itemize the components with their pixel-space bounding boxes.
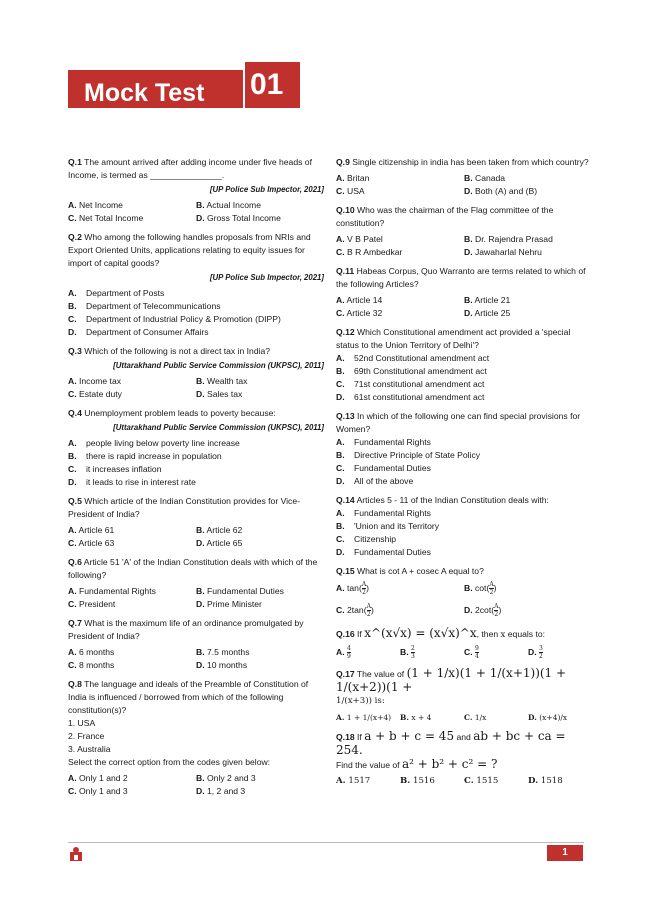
option-b[interactable]: B. Wealth tax	[196, 376, 248, 386]
option-b[interactable]: B. Dr. Rajendra Prasad	[464, 234, 553, 244]
question-15	[336, 565, 592, 621]
question-12	[336, 326, 592, 404]
question-label: Q.3	[68, 346, 82, 356]
option-d[interactable]: D. Sales tax	[196, 389, 243, 399]
question-label: Q.12	[336, 327, 355, 337]
question-text: In which of the following one can find special provisions for Women?	[336, 411, 581, 434]
question-6	[68, 556, 324, 611]
option-d[interactable]: D. Article 65	[196, 538, 243, 548]
question-label: Q.17	[336, 669, 355, 679]
equation: a² + b² + c² = ?	[401, 757, 498, 771]
option-a[interactable]: A. Net Income	[68, 200, 123, 210]
question-label: Q.8	[68, 679, 82, 689]
question-source: [UP Police Sub Impector, 2021]	[209, 273, 324, 282]
option-a[interactable]: A. Income tax	[68, 376, 122, 386]
option-b[interactable]: B. 1516	[400, 776, 435, 786]
option-b[interactable]: B. cot( $\frac{A}{2}$ )	[464, 581, 497, 596]
option-d[interactable]: D. $\frac{3}{2}$	[528, 645, 543, 660]
question-label: Q.11	[336, 266, 355, 276]
option-a[interactable]: A. 6 months	[68, 647, 115, 657]
option-c[interactable]: C. 8 months	[68, 660, 115, 670]
question-text: Who among the following handles proposals from NRIs and Export Oriented Units, applications relating to equity issues for import of capital goods?	[68, 232, 311, 268]
options	[68, 199, 324, 225]
question-label: Q.5	[68, 496, 82, 506]
question-source: [UP Police Sub Impector, 2021]	[209, 185, 324, 194]
option-a[interactable]: A. Only 1 and 2	[68, 773, 128, 783]
option-d[interactable]: D. Gross Total Income	[196, 213, 281, 223]
expression: (1 + 1/x)(1 + 1/(x+1))(1 + 1/(x+2))(1 +	[336, 666, 567, 694]
option-a[interactable]: A. $\frac{4}{9}$	[336, 645, 351, 660]
option-d[interactable]: D. 1518	[528, 776, 563, 786]
option-d[interactable]: D. 1, 2 and 3	[196, 786, 246, 796]
option-b[interactable]: B. Article 62	[196, 525, 243, 535]
question-text: The amount arrived after adding income under five heads of Income, is termed as _______________.	[68, 157, 312, 180]
option-b[interactable]: B. Actual Income	[196, 200, 261, 210]
list-item: 2. France	[68, 731, 105, 741]
question-source: [Uttarakhand Public Service Commission (UKPSC), 2011]	[113, 423, 324, 432]
option-b[interactable]: B. Directive Principle of State Policy	[336, 450, 481, 460]
question-text: Single citizenship in india has been taken from which country?	[352, 157, 589, 167]
option-c[interactable]: C. $\frac{9}{4}$	[464, 645, 479, 660]
option-a[interactable]: A. 1517	[336, 776, 371, 786]
expression-continued: 1/(x+3)) is:	[336, 696, 385, 706]
option-b[interactable]: B. x + 4	[400, 713, 432, 722]
option-d[interactable]: D. Article 25	[464, 308, 511, 318]
banner-title-block	[68, 70, 243, 108]
question-18: Q.18 If a + b + c = 45 and ab + bc + ca = 254. Find the value of a² + b² + c² = ? A. 1517 B. 1516 C. 1515 D. 1518	[336, 730, 592, 788]
option-c[interactable]: C. Net Total Income	[68, 213, 144, 223]
option-c[interactable]: C. Fundamental Duties	[336, 463, 431, 473]
option-c[interactable]: C. Article 63	[68, 538, 115, 548]
option-a[interactable]: A. tan( $\frac{A}{2}$ )	[336, 581, 370, 596]
options	[336, 233, 592, 259]
question-label: Q.9	[336, 157, 350, 167]
option-a[interactable]: A. V B Patel	[336, 234, 383, 244]
question-label: Q.6	[68, 557, 82, 567]
option-b[interactable]: B. Only 2 and 3	[196, 773, 256, 783]
left-column	[68, 156, 324, 804]
question-11	[336, 265, 592, 320]
list-item: 1. USA	[68, 718, 96, 728]
options	[68, 772, 324, 798]
options	[336, 507, 592, 559]
page-number: 1	[547, 845, 583, 861]
options	[68, 585, 324, 611]
question-instruction: Select the correct option from the codes given below:	[68, 757, 271, 767]
question-label: Q.14	[336, 495, 355, 505]
question-5	[68, 495, 324, 550]
question-text: The language and ideals of the Preamble of Constitution of India is influenced / borrowed from which of the following constitution(s)?	[68, 679, 309, 715]
equation: a + b + c = 45	[364, 729, 455, 743]
option-c[interactable]: C. 1/x	[464, 713, 487, 722]
question-label: Q.2	[68, 232, 82, 242]
option-b[interactable]: B. Department of Telecommunications	[68, 301, 221, 311]
option-d[interactable]: D. 10 months	[196, 660, 248, 670]
option-b[interactable]: B. 69th Constitutional amendment act	[336, 366, 487, 376]
options	[336, 775, 592, 788]
question-label: Q.16	[336, 629, 355, 639]
question-8	[68, 678, 324, 798]
option-a[interactable]: A. people living below poverty line increase	[68, 438, 240, 448]
question-label: Q.1	[68, 157, 82, 167]
banner-number: 01	[250, 68, 284, 101]
option-a[interactable]: A. Fundamental Rights	[68, 586, 156, 596]
question-text: What is cot A + cosec A equal to?	[357, 566, 484, 576]
option-a[interactable]: A. Department of Posts	[68, 288, 165, 298]
option-b[interactable]: B. Fundamental Duties	[196, 586, 284, 596]
question-1	[68, 156, 324, 225]
options	[68, 437, 324, 489]
question-13	[336, 410, 592, 488]
option-d[interactable]: D. Both (A) and (B)	[464, 186, 538, 196]
option-c[interactable]: C. Article 32	[336, 308, 383, 318]
question-text: Articles 5 - 11 of the Indian Constitution deals with:	[356, 495, 549, 505]
option-d[interactable]: D. 61st constitutional amendment act	[336, 392, 485, 402]
option-d[interactable]: D. it leads to rise in interest rate	[68, 477, 196, 487]
question-text: What is the maximum life of an ordinance promulgated by President of India?	[68, 618, 304, 641]
option-b[interactable]: B. Article 21	[464, 295, 511, 305]
question-text: Which article of the Indian Constitution provides for Vice-President of India?	[68, 496, 300, 519]
option-c[interactable]: C. 71st constitutional amendment act	[336, 379, 485, 389]
question-label: Q.13	[336, 411, 355, 421]
question-label: Q.4	[68, 408, 82, 418]
question-text: Which Constitutional amendment act provided a 'special status to the Union Territory of Delhi'?	[336, 327, 571, 350]
equation: ab + bc + ca = 254.	[336, 729, 566, 757]
question-14	[336, 494, 592, 559]
options	[336, 172, 592, 198]
question-label: Q.10	[336, 205, 355, 215]
option-c[interactable]: C. USA	[336, 186, 365, 196]
option-c[interactable]: C. Department of Industrial Policy & Promotion (DIPP)	[68, 314, 281, 324]
option-b[interactable]: B. Canada	[464, 173, 506, 183]
option-d[interactable]: D. Department of Consumer Affairs	[68, 327, 209, 337]
question-label: Q.15	[336, 566, 355, 576]
question-9	[336, 156, 592, 198]
option-b[interactable]: B. there is rapid increase in population	[68, 451, 222, 461]
right-column	[336, 156, 592, 794]
option-c[interactable]: C. B R Ambedkar	[336, 247, 403, 257]
question-label: Q.18	[336, 732, 355, 742]
option-d[interactable]: D. Fundamental Duties	[336, 547, 431, 557]
option-c[interactable]: C. President	[68, 599, 116, 609]
option-d[interactable]: D. All of the above	[336, 476, 414, 486]
question-text: Unemployment problem leads to poverty because:	[84, 408, 276, 418]
option-c[interactable]: C. Only 1 and 3	[68, 786, 128, 796]
equation: x^(x√x) = (x√x)^x	[364, 626, 477, 640]
options	[68, 524, 324, 550]
question-text: Habeas Corpus, Quo Warranto are terms related to which of the following Articles?	[336, 266, 586, 289]
options	[336, 711, 592, 724]
options	[336, 294, 592, 320]
option-d[interactable]: D. Prime Minister	[196, 599, 262, 609]
options	[336, 645, 592, 661]
option-d[interactable]: D. Jawaharlal Nehru	[464, 247, 542, 257]
option-a[interactable]: A. 52nd Constitutional amendment act	[336, 353, 490, 363]
question-4	[68, 407, 324, 489]
question-17: Q.17 The value of (1 + 1/x)(1 + 1/(x+1))(1 + 1/(x+2))(1 + 1/(x+3)) is: A. 1 + 1/(x+4) B. x + 4 C. 1/x D. (x+4)/x	[336, 667, 592, 724]
option-c[interactable]: C. 1515	[464, 776, 499, 786]
option-a[interactable]: A. Article 14	[336, 295, 383, 305]
question-text: Which of the following is not a direct tax in India?	[84, 346, 271, 356]
option-a[interactable]: A. Fundamental Rights	[336, 437, 431, 447]
option-c[interactable]: C. it increases inflation	[68, 464, 162, 474]
option-b[interactable]: B. 7.5 months	[196, 647, 250, 657]
option-a[interactable]: A. Britan	[336, 173, 370, 183]
option-c[interactable]: C. Citizenship	[336, 534, 397, 544]
option-b[interactable]: B. $\frac{2}{3}$	[400, 645, 415, 660]
option-d[interactable]: D. 2cot( $\frac{A}{2}$ )	[464, 603, 502, 618]
options	[68, 287, 324, 339]
question-2	[68, 231, 324, 339]
footer-divider	[68, 842, 584, 843]
option-a[interactable]: A. Article 61	[68, 525, 115, 535]
options	[336, 352, 592, 404]
question-7	[68, 617, 324, 672]
option-a[interactable]: A. Fundamental Rights	[336, 508, 431, 518]
question-text: Who was the chairman of the Flag committee of the constitution?	[336, 205, 554, 228]
question-text: Article 51 'A' of the Indian Constitution deals with which of the following?	[68, 557, 318, 580]
question-source: [Uttarakhand Public Service Commission (UKPSC), 2011]	[113, 361, 324, 370]
publisher-logo-icon	[68, 846, 84, 862]
option-c[interactable]: C. Estate duty	[68, 389, 122, 399]
banner-title: Mock Test	[84, 79, 205, 107]
options	[68, 375, 324, 401]
question-16: Q.16 If x^(x√x) = (x√x)^x, then x equals to: A. $\frac{4}{9}$ B. $\frac{2}{3}$ C. $\frac{9}{4}$ D. $\frac{3}{2}$	[336, 627, 592, 661]
option-d[interactable]: D. (x+4)/x	[528, 713, 568, 722]
options	[68, 646, 324, 672]
question-10	[336, 204, 592, 259]
option-b[interactable]: B. 'Union and its Territory	[336, 521, 440, 531]
options	[336, 581, 592, 621]
option-c[interactable]: C. 2tan( $\frac{A}{2}$ )	[336, 603, 374, 618]
list-item: 3. Australia	[68, 744, 111, 754]
mock-test-banner	[68, 62, 300, 108]
options	[336, 436, 592, 488]
option-a[interactable]: A. 1 + 1/(x+4)	[336, 713, 392, 722]
question-3	[68, 345, 324, 401]
question-label: Q.7	[68, 618, 82, 628]
